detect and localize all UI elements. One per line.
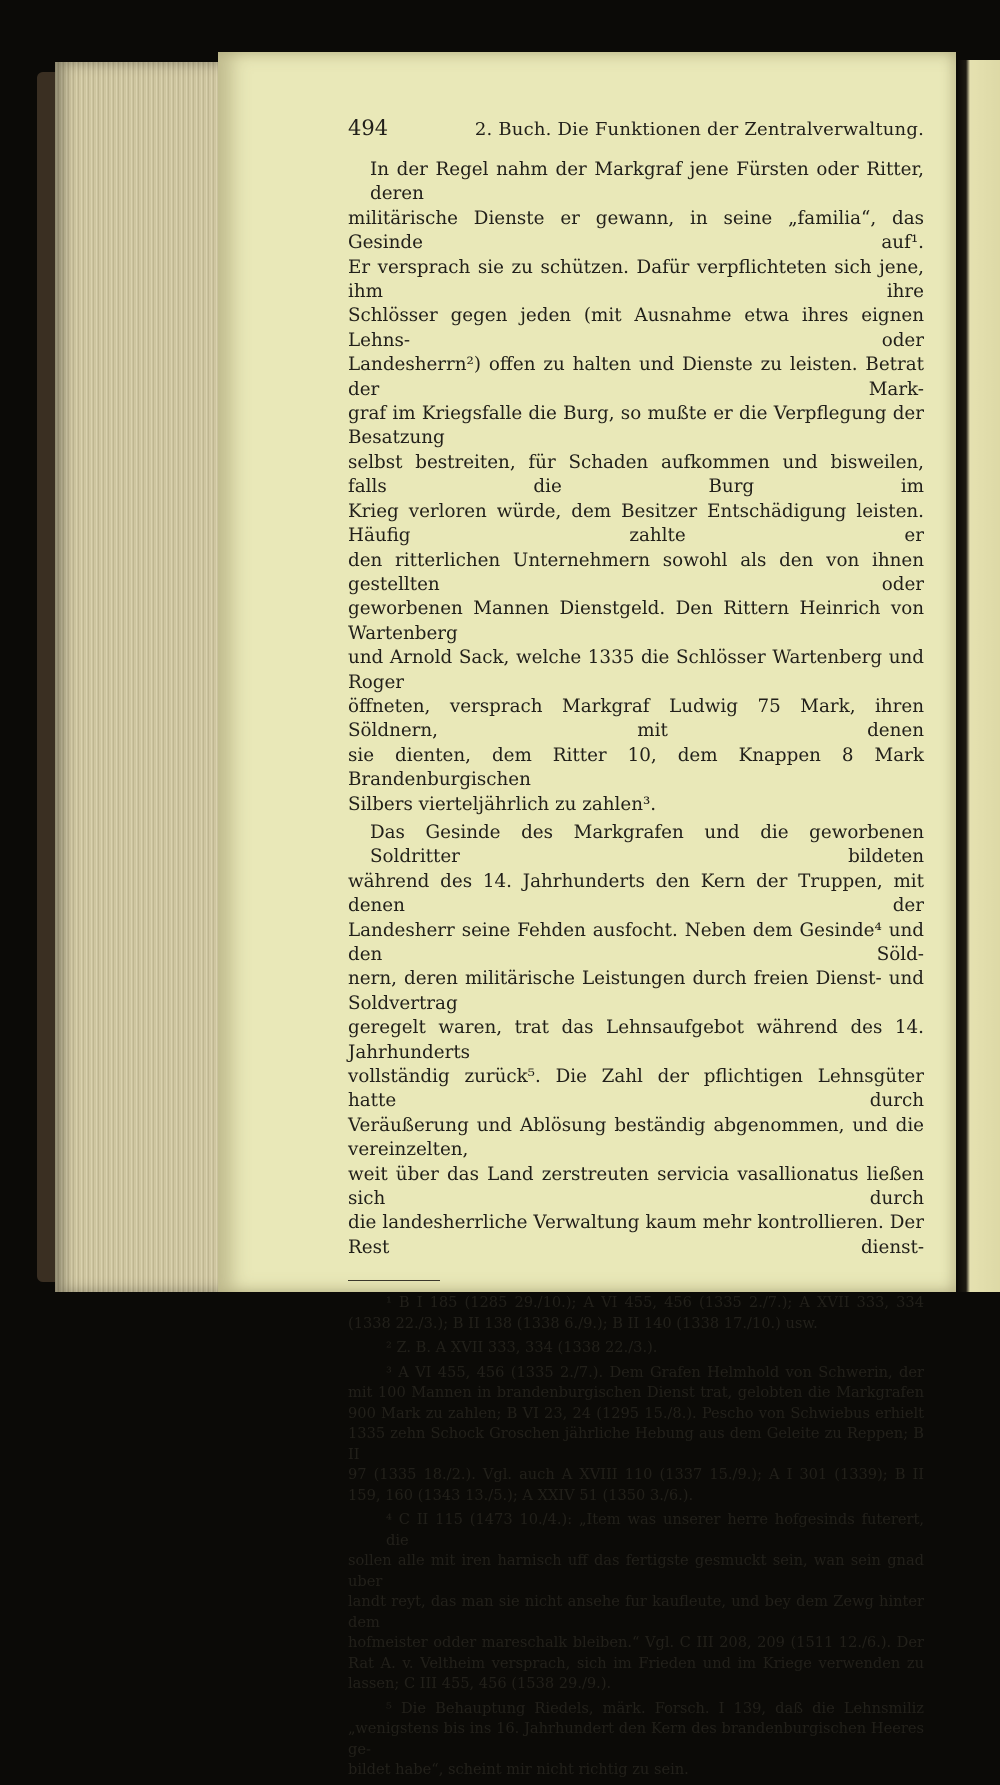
text-line: Er versprach sie zu schützen. Dafür verpflichteten sich jene, ihm ihre	[348, 256, 924, 303]
text-line: Veräußerung und Ablösung beständig abgenommen, und die vereinzelten,	[348, 1114, 924, 1161]
text-line: öffneten, versprach Markgraf Ludwig 75 Mark, ihren Söldnern, mit denen	[348, 695, 924, 742]
footnote-line: 97 (1335 18./2.). Vgl. auch A XVIII 110 (1337 15./9.); A I 301 (1339); B II	[348, 1466, 924, 1484]
footnote-3	[348, 1363, 924, 1507]
body-paragraph-2	[348, 821, 924, 1260]
footnote-line: ³ A VI 455, 456 (1335 2./7.). Dem Grafen Helmhold von Schwerin, der	[386, 1363, 924, 1381]
footnote-line: ¹ B I 185 (1285 29./10.); A VI 455, 456 (1335 2./7.); A XVII 333, 334	[386, 1294, 924, 1312]
footnote-4	[348, 1510, 924, 1695]
text-line: Landesherrn²) offen zu halten und Dienste zu leisten. Betrat der Mark-	[348, 354, 924, 400]
text-line: Das Gesinde des Markgrafen und die geworbenen Soldritter bildeten	[370, 821, 924, 868]
facing-page-edge	[958, 60, 1000, 1292]
footnote-line: sollen alle mit iren harnisch uff das fertigste gesmuckt sein, wan sein gnad uber	[348, 1552, 924, 1590]
body-paragraph-1	[348, 158, 924, 817]
footnote-line: landt reyt, das man sie nicht ansehe fur kaufleute, und bey dem Zewg hinter dem	[348, 1593, 924, 1631]
text-line: geworbenen Mannen Dienstgeld. Den Rittern Heinrich von Wartenberg	[348, 598, 924, 644]
text-line: militärische Dienste er gewann, in seine „familia“, das Gesinde auf¹.	[348, 207, 924, 254]
footnote-5	[348, 1699, 924, 1781]
text-line: den ritterlichen Unternehmern sowohl als den von ihnen gestellten oder	[348, 549, 924, 595]
book-page-edges	[55, 62, 227, 1292]
running-head: 2. Buch. Die Funktionen der Zentralverwaltung.	[474, 119, 924, 140]
text-line: Silbers vierteljährlich zu zahlen³.	[348, 793, 657, 815]
footnote-line: „wenigstens bis ins 16. Jahrhundert den Kern des brandenburgischen Heeres ge-	[348, 1720, 924, 1758]
footnote-line: bildet habe“, scheint mir nicht richtig zu sein.	[348, 1761, 689, 1779]
text-line: graf im Kriegsfalle die Burg, so mußte er die Verpflegung der Besatzung	[348, 403, 924, 449]
text-line: vollständig zurück⁵. Die Zahl der pflichtigen Lehnsgüter hatte durch	[348, 1066, 924, 1112]
footnote-line: 159, 160 (1343 13./5.); A XXIV 51 (1350 3./6.).	[348, 1486, 694, 1504]
footnote-1	[348, 1293, 924, 1334]
footnote-divider	[348, 1280, 440, 1281]
footnote-line: lassen; C III 455, 456 (1538 29./9.).	[348, 1675, 612, 1693]
book-page	[218, 52, 956, 1779]
footnote-line: Rat A. v. Veltheim versprach, sich im Frieden und im Kriege verwenden zu	[348, 1654, 924, 1672]
text-line: geregelt waren, trat das Lehnsaufgebot während des 14. Jahrhunderts	[348, 1017, 924, 1063]
text-line: sie dienten, dem Ritter 10, dem Knappen 8 Mark Brandenburgischen	[348, 744, 924, 791]
footnote-line: 900 Mark zu zahlen; B VI 23, 24 (1295 15./8.). Pescho von Schwiebus erhielt	[348, 1404, 924, 1422]
text-line: Landesherr seine Fehden ausfocht. Neben dem Gesinde⁴ und den Söld-	[348, 919, 924, 965]
text-line: Schlösser gegen jeden (mit Ausnahme etwa ihres eignen Lehns- oder	[348, 305, 924, 351]
text-line: nern, deren militärische Leistungen durch freien Dienst- und Soldvertrag	[348, 968, 924, 1014]
text-line: In der Regel nahm der Markgraf jene Fürsten oder Ritter, deren	[370, 159, 924, 205]
footnote-line: ⁵ Die Behauptung Riedels, märk. Forsch. I 139, daß die Lehnsmiliz	[386, 1699, 924, 1717]
text-line: während des 14. Jahrhunderts den Kern der Truppen, mit denen der	[348, 870, 924, 917]
footnote-line: (1338 22./3.); B II 138 (1338 6./9.); B II 140 (1338 17./10.) usw.	[348, 1314, 818, 1332]
text-line: Krieg verloren würde, dem Besitzer Entschädigung leisten. Häufig zahlte er	[348, 500, 924, 547]
text-line: und Arnold Sack, welche 1335 die Schlösser Wartenberg und Roger	[348, 647, 924, 693]
footnote-line: 1335 zehn Schock Groschen jährliche Hebung aus dem Geleite zu Reppen; B II	[348, 1425, 924, 1463]
page-content	[348, 116, 924, 1785]
text-line: die landesherrliche Verwaltung kaum mehr kontrollieren. Der Rest dienst-	[348, 1212, 924, 1258]
footnote-2	[348, 1338, 924, 1359]
page-number: 494	[348, 116, 389, 140]
text-line: weit über das Land zerstreuten servicia vasallionatus ließen sich durch	[348, 1163, 924, 1210]
page-header	[348, 116, 924, 140]
footnote-line: ² Z. B. A XVII 333, 334 (1338 22./3.).	[386, 1339, 658, 1357]
footnote-line: ⁴ C II 115 (1473 10./4.): „Item was unserer herre hofgesinds futerert, die	[386, 1511, 924, 1549]
text-line: selbst bestreiten, für Schaden aufkommen und bisweilen, falls die Burg im	[348, 451, 924, 498]
footnote-line: hofmeister odder mareschalk bleiben.“ Vgl. C III 208, 209 (1511 12./6.). Der	[348, 1634, 924, 1652]
footnote-line: mit 100 Mannen in brandenburgischen Dienst trat, gelobten die Markgrafen	[348, 1384, 924, 1402]
